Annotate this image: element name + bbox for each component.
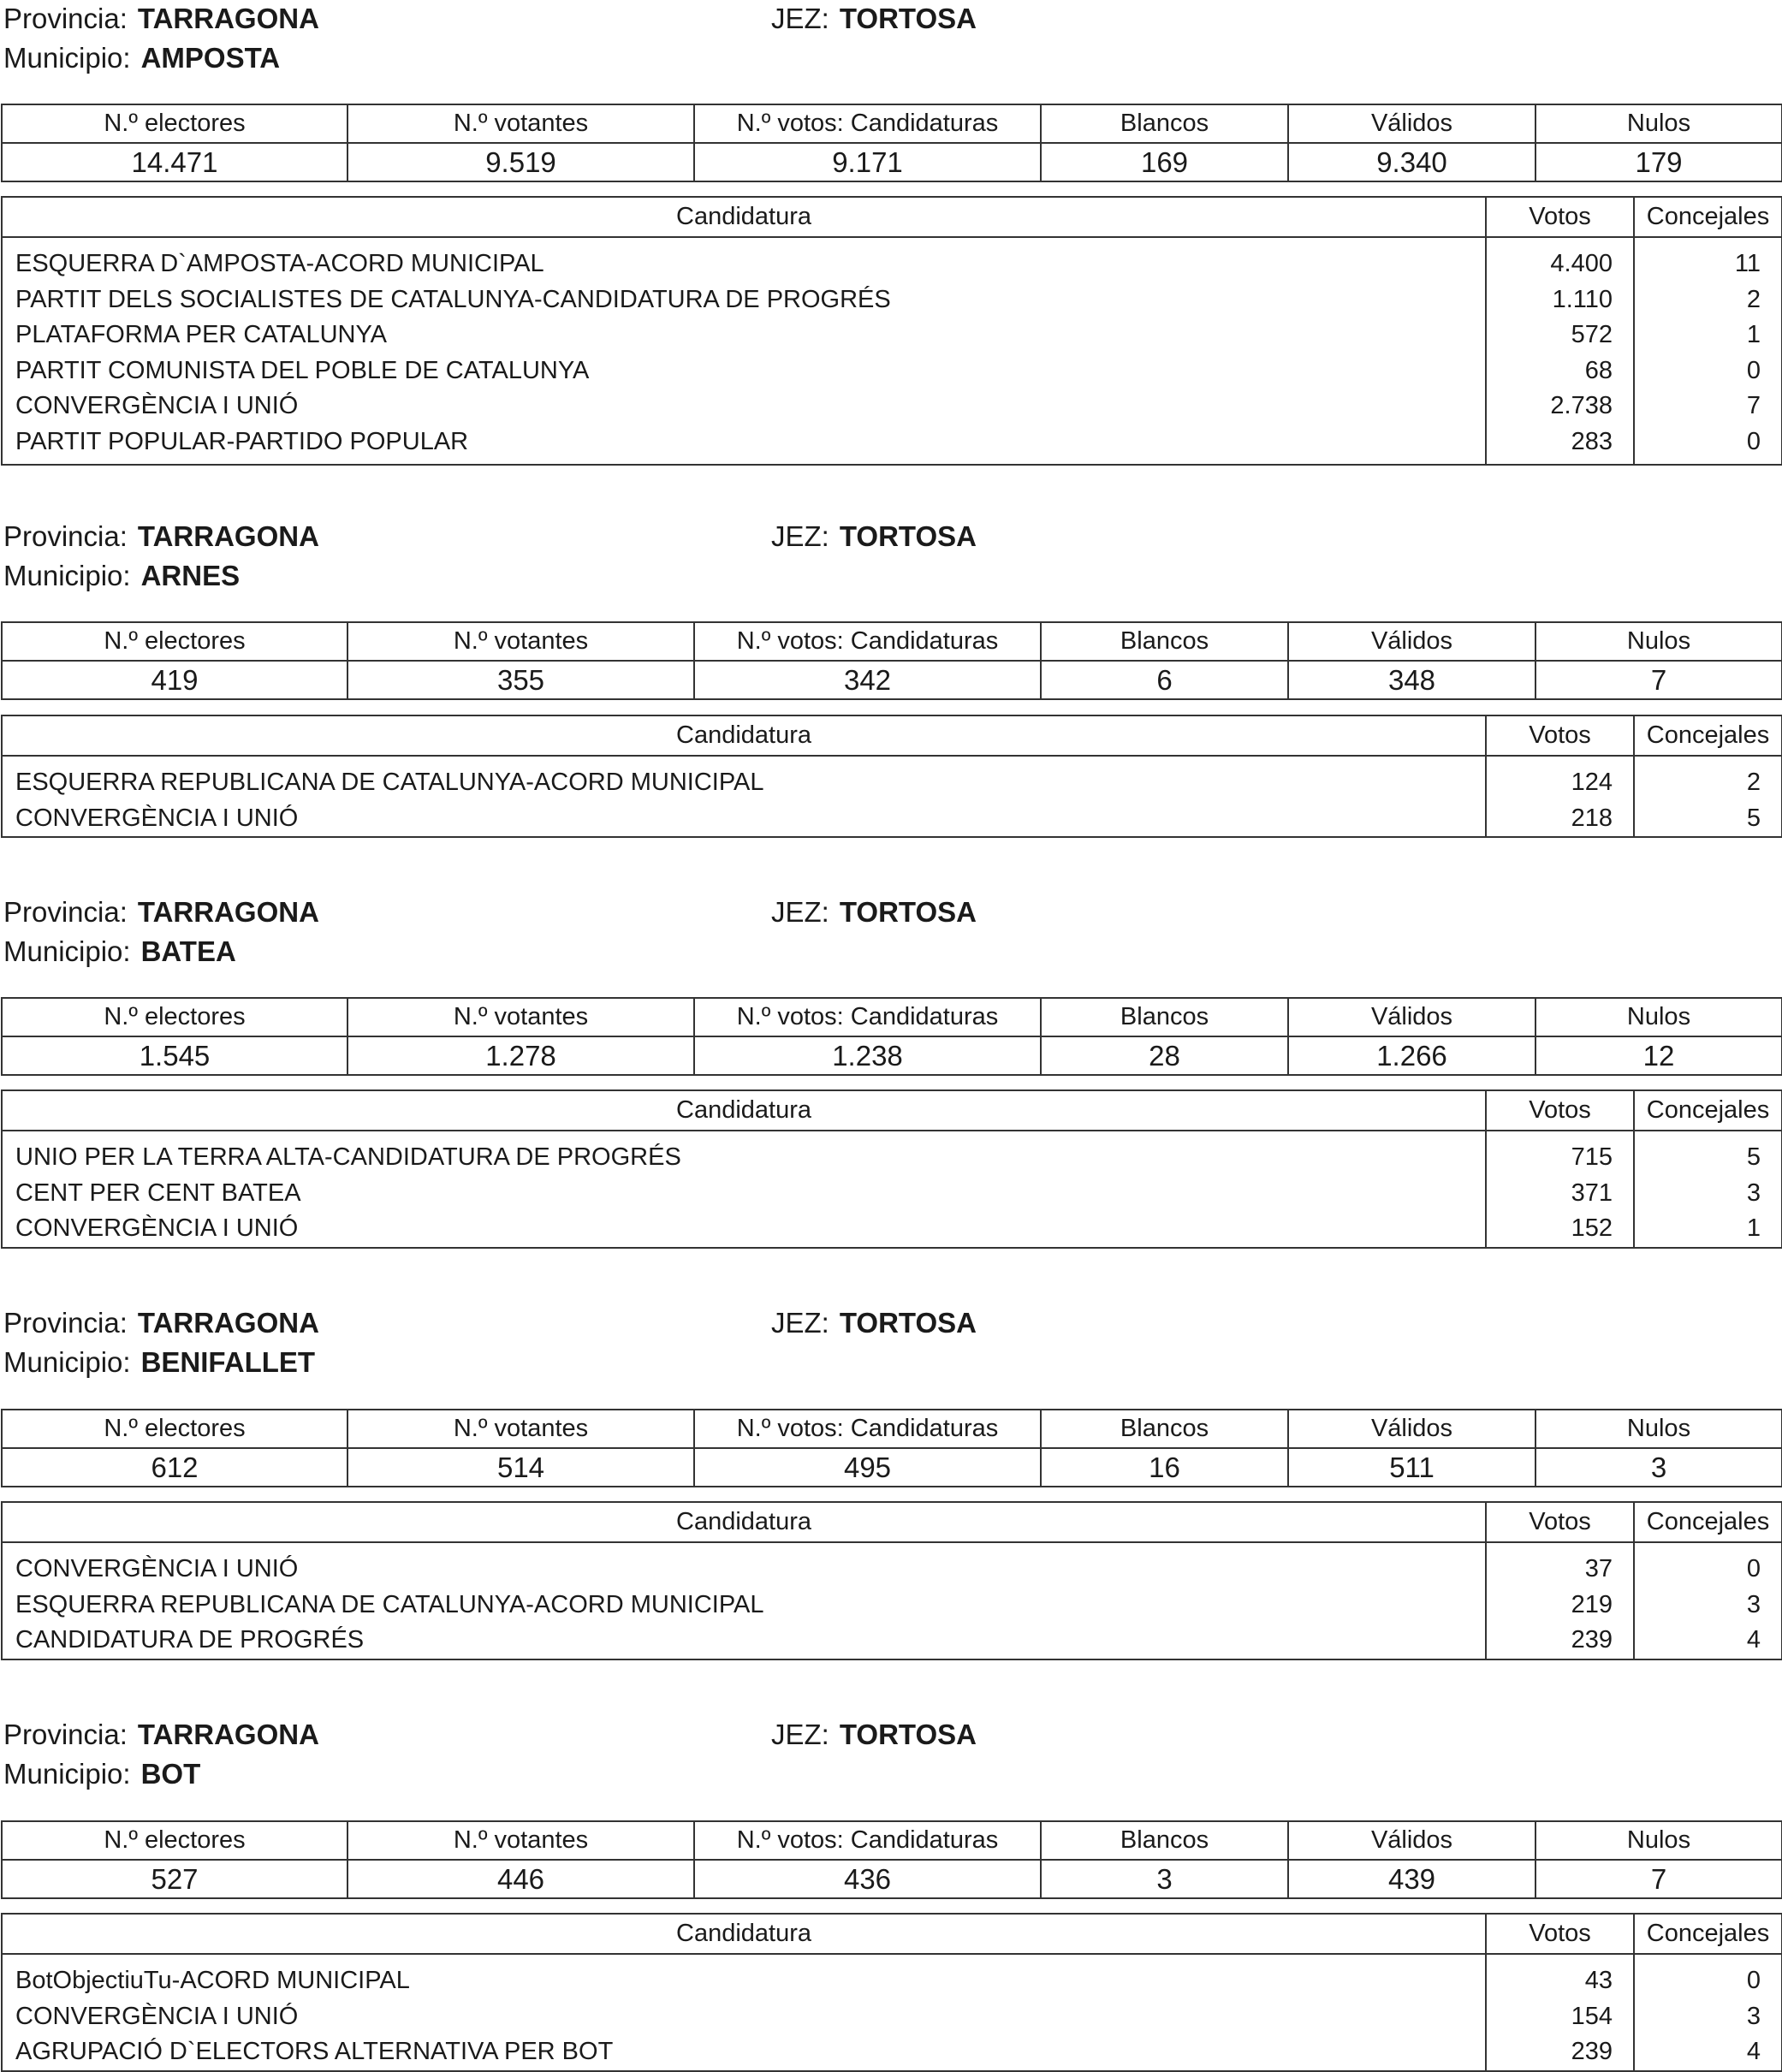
candidatura-name: CONVERGÈNCIA I UNIÓ bbox=[15, 2002, 299, 2030]
provincia-value: TARRAGONA bbox=[137, 1719, 319, 1750]
stats-value-row bbox=[2, 1036, 1782, 1075]
candidatura-name: UNIO PER LA TERRA ALTA-CANDIDATURA DE PROGRÉS bbox=[15, 1143, 681, 1171]
candidatura-name: PARTIT DELS SOCIALISTES DE CATALUNYA-CANDIDATURA DE PROGRÉS bbox=[15, 285, 891, 313]
stats-value-row bbox=[2, 661, 1782, 699]
candidaturas-body-row bbox=[2, 756, 1782, 837]
concejales-value: 0 bbox=[1746, 427, 1761, 455]
candidaturas-table bbox=[1, 196, 1782, 466]
votos-candidaturas-value: 436 bbox=[694, 1860, 1041, 1898]
candidatura-names bbox=[2, 756, 1486, 837]
concejales-value: 4 bbox=[1746, 2038, 1761, 2065]
concejales-value: 3 bbox=[1746, 1178, 1761, 1207]
nulos-value: 7 bbox=[1535, 661, 1782, 699]
provincia-label: Provincia: bbox=[3, 1307, 128, 1339]
municipio-value: BENIFALLET bbox=[140, 1346, 316, 1378]
electores-header: N.º electores bbox=[2, 622, 347, 661]
votantes-header: N.º votantes bbox=[347, 622, 694, 661]
provincia-line bbox=[3, 1306, 319, 1340]
candidatura-name: ESQUERRA REPUBLICANA DE CATALUNYA-ACORD MUNICIPAL bbox=[15, 769, 764, 796]
candidaturas-table bbox=[1, 1501, 1782, 1660]
nulos-header: Nulos bbox=[1535, 1821, 1782, 1860]
candidaturas-body-row bbox=[2, 237, 1782, 465]
votos-value: 37 bbox=[1584, 1555, 1613, 1582]
votos-value: 715 bbox=[1571, 1143, 1613, 1171]
provincia-label: Provincia: bbox=[3, 520, 128, 552]
votos-column bbox=[1486, 1542, 1634, 1659]
candidaturas-header-row bbox=[2, 1090, 1782, 1131]
nulos-header: Nulos bbox=[1535, 104, 1782, 143]
votantes-header: N.º votantes bbox=[347, 1821, 694, 1860]
votos-value: 1.110 bbox=[1552, 285, 1613, 313]
candidatura-name: CANDIDATURA DE PROGRÉS bbox=[15, 1626, 365, 1653]
votos-candidaturas-header: N.º votos: Candidaturas bbox=[694, 104, 1041, 143]
stats-value-row bbox=[2, 1860, 1782, 1898]
blancos-value: 28 bbox=[1041, 1036, 1288, 1075]
electores-header: N.º electores bbox=[2, 998, 347, 1036]
concejales-value: 2 bbox=[1746, 769, 1761, 796]
candidaturas-table bbox=[1, 1913, 1782, 2072]
candidatura-name: CONVERGÈNCIA I UNIÓ bbox=[15, 1214, 299, 1242]
candidatura-name: PARTIT COMUNISTA DEL POBLE DE CATALUNYA bbox=[15, 356, 590, 384]
municipio-label: Municipio: bbox=[3, 42, 131, 74]
concejales-value: 11 bbox=[1734, 250, 1761, 277]
concejales-value: 7 bbox=[1746, 392, 1761, 419]
concejales-column bbox=[1634, 1954, 1782, 2071]
votantes-header: N.º votantes bbox=[347, 998, 694, 1036]
provincia-value: TARRAGONA bbox=[137, 1307, 319, 1339]
stats-table bbox=[1, 104, 1782, 182]
provincia-value: TARRAGONA bbox=[137, 896, 319, 928]
votantes-value: 1.278 bbox=[347, 1036, 694, 1075]
municipio-label: Municipio: bbox=[3, 1758, 131, 1790]
concejales-column bbox=[1634, 756, 1782, 837]
electores-value: 14.471 bbox=[2, 143, 347, 181]
provincia-line bbox=[3, 519, 319, 554]
jez-value: TORTOSA bbox=[839, 520, 977, 552]
concejales-column bbox=[1634, 237, 1782, 465]
validos-value: 348 bbox=[1288, 661, 1535, 699]
municipio-line bbox=[3, 935, 236, 969]
candidaturas-header-row bbox=[2, 1502, 1782, 1542]
candidatura-name: CONVERGÈNCIA I UNIÓ bbox=[15, 392, 299, 419]
concejales-header: Concejales bbox=[1634, 715, 1782, 756]
validos-value: 439 bbox=[1288, 1860, 1535, 1898]
votantes-value: 355 bbox=[347, 661, 694, 699]
votos-header: Votos bbox=[1486, 715, 1634, 756]
validos-header: Válidos bbox=[1288, 1821, 1535, 1860]
candidatura-name: PLATAFORMA PER CATALUNYA bbox=[15, 321, 388, 348]
stats-header-row bbox=[2, 1821, 1782, 1860]
votos-value: 218 bbox=[1571, 804, 1613, 832]
concejales-header: Concejales bbox=[1634, 1914, 1782, 1954]
jez-label: JEZ: bbox=[771, 3, 829, 34]
jez-label: JEZ: bbox=[771, 1719, 829, 1750]
municipio-label: Municipio: bbox=[3, 560, 131, 591]
votos-header: Votos bbox=[1486, 1914, 1634, 1954]
provincia-line bbox=[3, 1718, 319, 1752]
votos-candidaturas-header: N.º votos: Candidaturas bbox=[694, 1410, 1041, 1448]
candidaturas-header-row bbox=[2, 197, 1782, 237]
concejales-value: 1 bbox=[1746, 321, 1761, 348]
candidaturas-body-row bbox=[2, 1542, 1782, 1659]
electores-value: 612 bbox=[2, 1448, 347, 1487]
votos-value: 124 bbox=[1571, 769, 1613, 796]
candidatura-names bbox=[2, 237, 1486, 465]
validos-value: 511 bbox=[1288, 1448, 1535, 1487]
validos-header: Válidos bbox=[1288, 622, 1535, 661]
nulos-value: 7 bbox=[1535, 1860, 1782, 1898]
concejales-header: Concejales bbox=[1634, 197, 1782, 237]
nulos-header: Nulos bbox=[1535, 1410, 1782, 1448]
blancos-value: 16 bbox=[1041, 1448, 1288, 1487]
municipio-line bbox=[3, 1345, 315, 1380]
electores-value: 1.545 bbox=[2, 1036, 347, 1075]
municipio-label: Municipio: bbox=[3, 935, 131, 967]
votos-value: 371 bbox=[1571, 1178, 1613, 1207]
stats-header-row bbox=[2, 104, 1782, 143]
candidatura-name: ESQUERRA REPUBLICANA DE CATALUNYA-ACORD MUNICIPAL bbox=[15, 1590, 764, 1618]
candidatura-name: CONVERGÈNCIA I UNIÓ bbox=[15, 804, 299, 832]
votos-header: Votos bbox=[1486, 1502, 1634, 1542]
votos-header: Votos bbox=[1486, 197, 1634, 237]
votos-value: 154 bbox=[1571, 2002, 1613, 2030]
candidatura-header: Candidatura bbox=[2, 1914, 1486, 1954]
blancos-value: 3 bbox=[1041, 1860, 1288, 1898]
votos-candidaturas-value: 1.238 bbox=[694, 1036, 1041, 1075]
votos-value: 152 bbox=[1571, 1214, 1613, 1242]
concejales-value: 5 bbox=[1746, 1143, 1761, 1171]
candidatura-header: Candidatura bbox=[2, 1502, 1486, 1542]
candidatura-name: PARTIT POPULAR-PARTIDO POPULAR bbox=[15, 427, 469, 455]
blancos-header: Blancos bbox=[1041, 104, 1288, 143]
votos-candidaturas-value: 9.171 bbox=[694, 143, 1041, 181]
validos-header: Válidos bbox=[1288, 104, 1535, 143]
electores-value: 527 bbox=[2, 1860, 347, 1898]
candidaturas-header-row bbox=[2, 715, 1782, 756]
votos-column bbox=[1486, 1954, 1634, 2071]
concejales-value: 0 bbox=[1746, 356, 1761, 384]
concejales-header: Concejales bbox=[1634, 1502, 1782, 1542]
nulos-header: Nulos bbox=[1535, 998, 1782, 1036]
votos-column bbox=[1486, 237, 1634, 465]
electores-value: 419 bbox=[2, 661, 347, 699]
provincia-line bbox=[3, 895, 319, 929]
votantes-header: N.º votantes bbox=[347, 104, 694, 143]
blancos-header: Blancos bbox=[1041, 998, 1288, 1036]
municipio-value: BOT bbox=[140, 1758, 201, 1790]
votantes-value: 446 bbox=[347, 1860, 694, 1898]
blancos-header: Blancos bbox=[1041, 1410, 1288, 1448]
provincia-label: Provincia: bbox=[3, 896, 128, 928]
votos-candidaturas-value: 342 bbox=[694, 661, 1041, 699]
votantes-value: 514 bbox=[347, 1448, 694, 1487]
votos-value: 2.738 bbox=[1550, 392, 1613, 419]
concejales-column bbox=[1634, 1542, 1782, 1659]
candidatura-name: CENT PER CENT BATEA bbox=[15, 1178, 301, 1207]
provincia-label: Provincia: bbox=[3, 1719, 128, 1750]
validos-value: 9.340 bbox=[1288, 143, 1535, 181]
candidaturas-header-row bbox=[2, 1914, 1782, 1954]
jez-line bbox=[771, 2, 977, 36]
provincia-line bbox=[3, 2, 319, 36]
candidatura-header: Candidatura bbox=[2, 1090, 1486, 1131]
blancos-value: 169 bbox=[1041, 143, 1288, 181]
votos-column bbox=[1486, 756, 1634, 837]
concejales-value: 0 bbox=[1746, 1555, 1761, 1582]
provincia-value: TARRAGONA bbox=[137, 3, 319, 34]
jez-label: JEZ: bbox=[771, 1307, 829, 1339]
jez-label: JEZ: bbox=[771, 520, 829, 552]
electores-header: N.º electores bbox=[2, 1821, 347, 1860]
concejales-value: 3 bbox=[1746, 1590, 1761, 1618]
validos-header: Válidos bbox=[1288, 998, 1535, 1036]
concejales-value: 0 bbox=[1746, 1967, 1761, 1994]
stats-table bbox=[1, 1409, 1782, 1487]
candidatura-names bbox=[2, 1954, 1486, 2071]
blancos-header: Blancos bbox=[1041, 1821, 1288, 1860]
stats-header-row bbox=[2, 1410, 1782, 1448]
votos-value: 239 bbox=[1571, 2038, 1613, 2065]
votos-candidaturas-header: N.º votos: Candidaturas bbox=[694, 998, 1041, 1036]
votos-value: 4.400 bbox=[1550, 250, 1613, 277]
votos-candidaturas-header: N.º votos: Candidaturas bbox=[694, 622, 1041, 661]
municipio-value: AMPOSTA bbox=[140, 42, 281, 74]
jez-value: TORTOSA bbox=[839, 1719, 977, 1750]
stats-value-row bbox=[2, 1448, 1782, 1487]
votos-value: 283 bbox=[1571, 427, 1613, 455]
candidaturas-body-row bbox=[2, 1954, 1782, 2071]
jez-label: JEZ: bbox=[771, 896, 829, 928]
validos-value: 1.266 bbox=[1288, 1036, 1535, 1075]
stats-header-row bbox=[2, 622, 1782, 661]
votos-value: 239 bbox=[1571, 1626, 1613, 1653]
candidatura-name: CONVERGÈNCIA I UNIÓ bbox=[15, 1555, 299, 1582]
votantes-header: N.º votantes bbox=[347, 1410, 694, 1448]
candidatura-names bbox=[2, 1131, 1486, 1248]
jez-line bbox=[771, 519, 977, 554]
votos-candidaturas-header: N.º votos: Candidaturas bbox=[694, 1821, 1041, 1860]
nulos-value: 3 bbox=[1535, 1448, 1782, 1487]
concejales-value: 2 bbox=[1746, 285, 1761, 313]
nulos-value: 179 bbox=[1535, 143, 1782, 181]
candidatura-names bbox=[2, 1542, 1486, 1659]
provincia-label: Provincia: bbox=[3, 3, 128, 34]
jez-line bbox=[771, 1306, 977, 1340]
municipio-value: BATEA bbox=[140, 935, 236, 967]
blancos-value: 6 bbox=[1041, 661, 1288, 699]
validos-header: Válidos bbox=[1288, 1410, 1535, 1448]
jez-line bbox=[771, 895, 977, 929]
stats-table bbox=[1, 997, 1782, 1076]
stats-header-row bbox=[2, 998, 1782, 1036]
provincia-value: TARRAGONA bbox=[137, 520, 319, 552]
municipio-line bbox=[3, 559, 240, 593]
concejales-value: 5 bbox=[1746, 804, 1761, 832]
votos-value: 572 bbox=[1571, 321, 1613, 348]
jez-line bbox=[771, 1718, 977, 1752]
nulos-value: 12 bbox=[1535, 1036, 1782, 1075]
candidatura-header: Candidatura bbox=[2, 715, 1486, 756]
votos-candidaturas-value: 495 bbox=[694, 1448, 1041, 1487]
votos-value: 68 bbox=[1584, 356, 1613, 384]
votos-value: 219 bbox=[1571, 1590, 1613, 1618]
candidatura-header: Candidatura bbox=[2, 197, 1486, 237]
concejales-value: 1 bbox=[1746, 1214, 1761, 1242]
municipio-label: Municipio: bbox=[3, 1346, 131, 1378]
municipio-line bbox=[3, 1757, 200, 1791]
candidatura-name: ESQUERRA D`AMPOSTA-ACORD MUNICIPAL bbox=[15, 250, 544, 277]
candidatura-name: AGRUPACIÓ D`ELECTORS ALTERNATIVA PER BOT bbox=[15, 2038, 614, 2065]
votos-value: 43 bbox=[1584, 1967, 1613, 1994]
votantes-value: 9.519 bbox=[347, 143, 694, 181]
nulos-header: Nulos bbox=[1535, 622, 1782, 661]
concejales-column bbox=[1634, 1131, 1782, 1248]
candidaturas-table bbox=[1, 715, 1782, 838]
stats-table bbox=[1, 1820, 1782, 1899]
stats-value-row bbox=[2, 143, 1782, 181]
stats-table bbox=[1, 621, 1782, 700]
candidaturas-table bbox=[1, 1089, 1782, 1249]
electores-header: N.º electores bbox=[2, 104, 347, 143]
electores-header: N.º electores bbox=[2, 1410, 347, 1448]
concejales-header: Concejales bbox=[1634, 1090, 1782, 1131]
concejales-value: 3 bbox=[1746, 2002, 1761, 2030]
jez-value: TORTOSA bbox=[839, 1307, 977, 1339]
candidaturas-body-row bbox=[2, 1131, 1782, 1248]
municipio-line bbox=[3, 41, 280, 75]
blancos-header: Blancos bbox=[1041, 622, 1288, 661]
concejales-value: 4 bbox=[1746, 1626, 1761, 1653]
votos-header: Votos bbox=[1486, 1090, 1634, 1131]
municipio-value: ARNES bbox=[140, 560, 241, 591]
jez-value: TORTOSA bbox=[839, 3, 977, 34]
votos-column bbox=[1486, 1131, 1634, 1248]
candidatura-name: BotObjectiuTu-ACORD MUNICIPAL bbox=[15, 1967, 410, 1994]
jez-value: TORTOSA bbox=[839, 896, 977, 928]
